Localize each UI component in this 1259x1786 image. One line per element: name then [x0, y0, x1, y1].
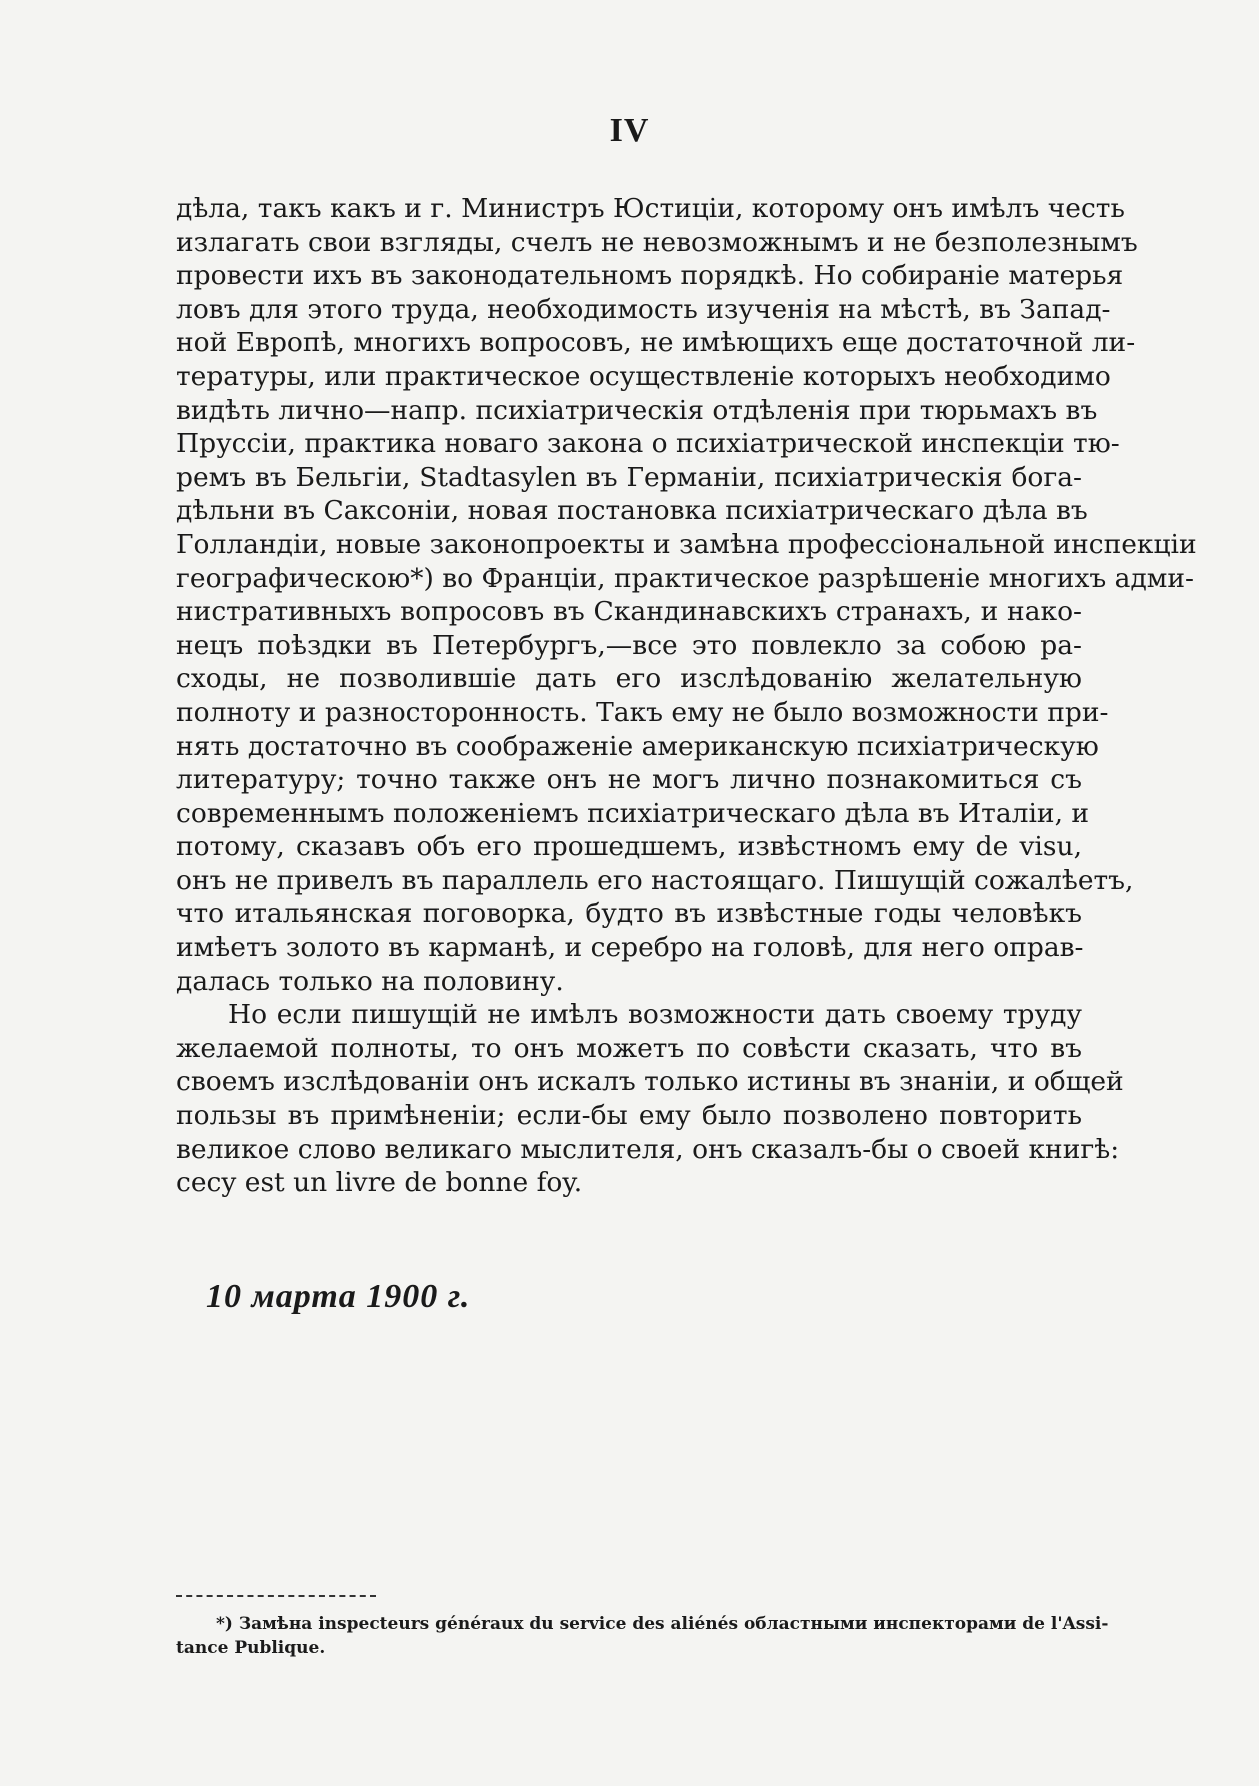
text-line: литературу; точно также онъ не могъ лично познакомиться съ	[176, 764, 1082, 796]
text-line: потому, сказавъ объ его прошедшемъ, извѣстномъ ему de visu,	[176, 831, 1082, 863]
text-line: излагать свои взгляды, счелъ не невозможнымъ и не безполезнымъ	[176, 226, 1138, 258]
text-line: дѣльни въ Саксоніи, новая постановка психіатрическаго дѣла въ	[176, 495, 1088, 527]
text-line: сходы, не позволившіе дать его изслѣдованію желательную	[176, 663, 1082, 695]
text-line: ной Европѣ, многихъ вопросовъ, не имѣющихъ еще достаточной ли-	[176, 327, 1136, 359]
text-line: нецъ поѣздки въ Петербургъ,—все это повлекло за собою ра-	[176, 629, 1082, 661]
text-line: ремъ въ Бельгіи, Stadtasylen въ Германіи, психіатрическія бога-	[176, 461, 1082, 493]
text-line: полноту и разносторонность. Такъ ему не было возможности при-	[176, 696, 1109, 728]
text-line: желаемой полноты, то онъ можетъ по совѣсти сказать, что въ	[176, 1032, 1082, 1064]
text-line: Голландіи, новые законопроекты и замѣна профессіональной инспекціи	[176, 528, 1197, 560]
text-line: ловъ для этого труда, необходимость изученія на мѣстѣ, въ Запад-	[176, 293, 1111, 325]
text-line: Но если пишущій не имѣлъ возможности дать своему труду	[228, 999, 1082, 1031]
text-line: великое слово великаго мыслителя, онъ сказалъ-бы о своей книгѣ:	[176, 1133, 1120, 1165]
footnote	[176, 1612, 1109, 1660]
text-line: имѣетъ золото въ карманѣ, и серебро на головѣ, для него оправ-	[176, 932, 1084, 964]
text-line: пользы въ примѣненіи; если-бы ему было позволено повторить	[176, 1100, 1082, 1132]
text-line: онъ не привелъ въ параллель его настоящаго. Пишущій сожалѣетъ,	[176, 864, 1134, 896]
text-line: видѣть лично—напр. психіатрическія отдѣленія при тюрьмахъ въ	[176, 394, 1098, 426]
footnote-divider	[176, 1595, 376, 1597]
footnote-line: tance Publique.	[176, 1638, 326, 1658]
text-line: что итальянская поговорка, будто въ извѣстные годы человѣкъ	[176, 898, 1082, 930]
text-line: тературы, или практическое осуществленіе которыхъ необходимо	[176, 360, 1111, 392]
text-line: Пруссіи, практика новаго закона о психіатрической инспекціи тю-	[176, 428, 1120, 460]
text-line: провести ихъ въ законодательномъ порядкѣ. Но собираніе матерья	[176, 260, 1124, 292]
footnote-line: *) Замѣна inspecteurs généraux du service des aliénés областными инспекторами de l'Assi-	[216, 1614, 1109, 1634]
text-line: cecy est un livre de bonne foy.	[176, 1167, 583, 1199]
body-text	[176, 192, 1197, 1200]
text-line: нять достаточно въ соображеніе американскую психіатрическую	[176, 730, 1099, 762]
text-line: далась только на половину.	[176, 965, 564, 997]
page-number: IV	[609, 112, 650, 149]
text-line: дѣла, такъ какъ и г. Министръ Юстиціи, которому онъ имѣлъ честь	[176, 193, 1125, 224]
date: 10 марта 1900 г.	[206, 1278, 471, 1315]
text-line: географическою*) во Франціи, практическое разрѣшеніе многихъ адми-	[176, 562, 1195, 594]
text-line: современнымъ положеніемъ психіатрическаго дѣла въ Италіи, и	[176, 797, 1090, 829]
text-line: нистративныхъ вопросовъ въ Скандинавскихъ странахъ, и нако-	[176, 596, 1082, 628]
text-line: своемъ изслѣдованіи онъ искалъ только истины въ знаніи, и общей	[176, 1066, 1124, 1098]
